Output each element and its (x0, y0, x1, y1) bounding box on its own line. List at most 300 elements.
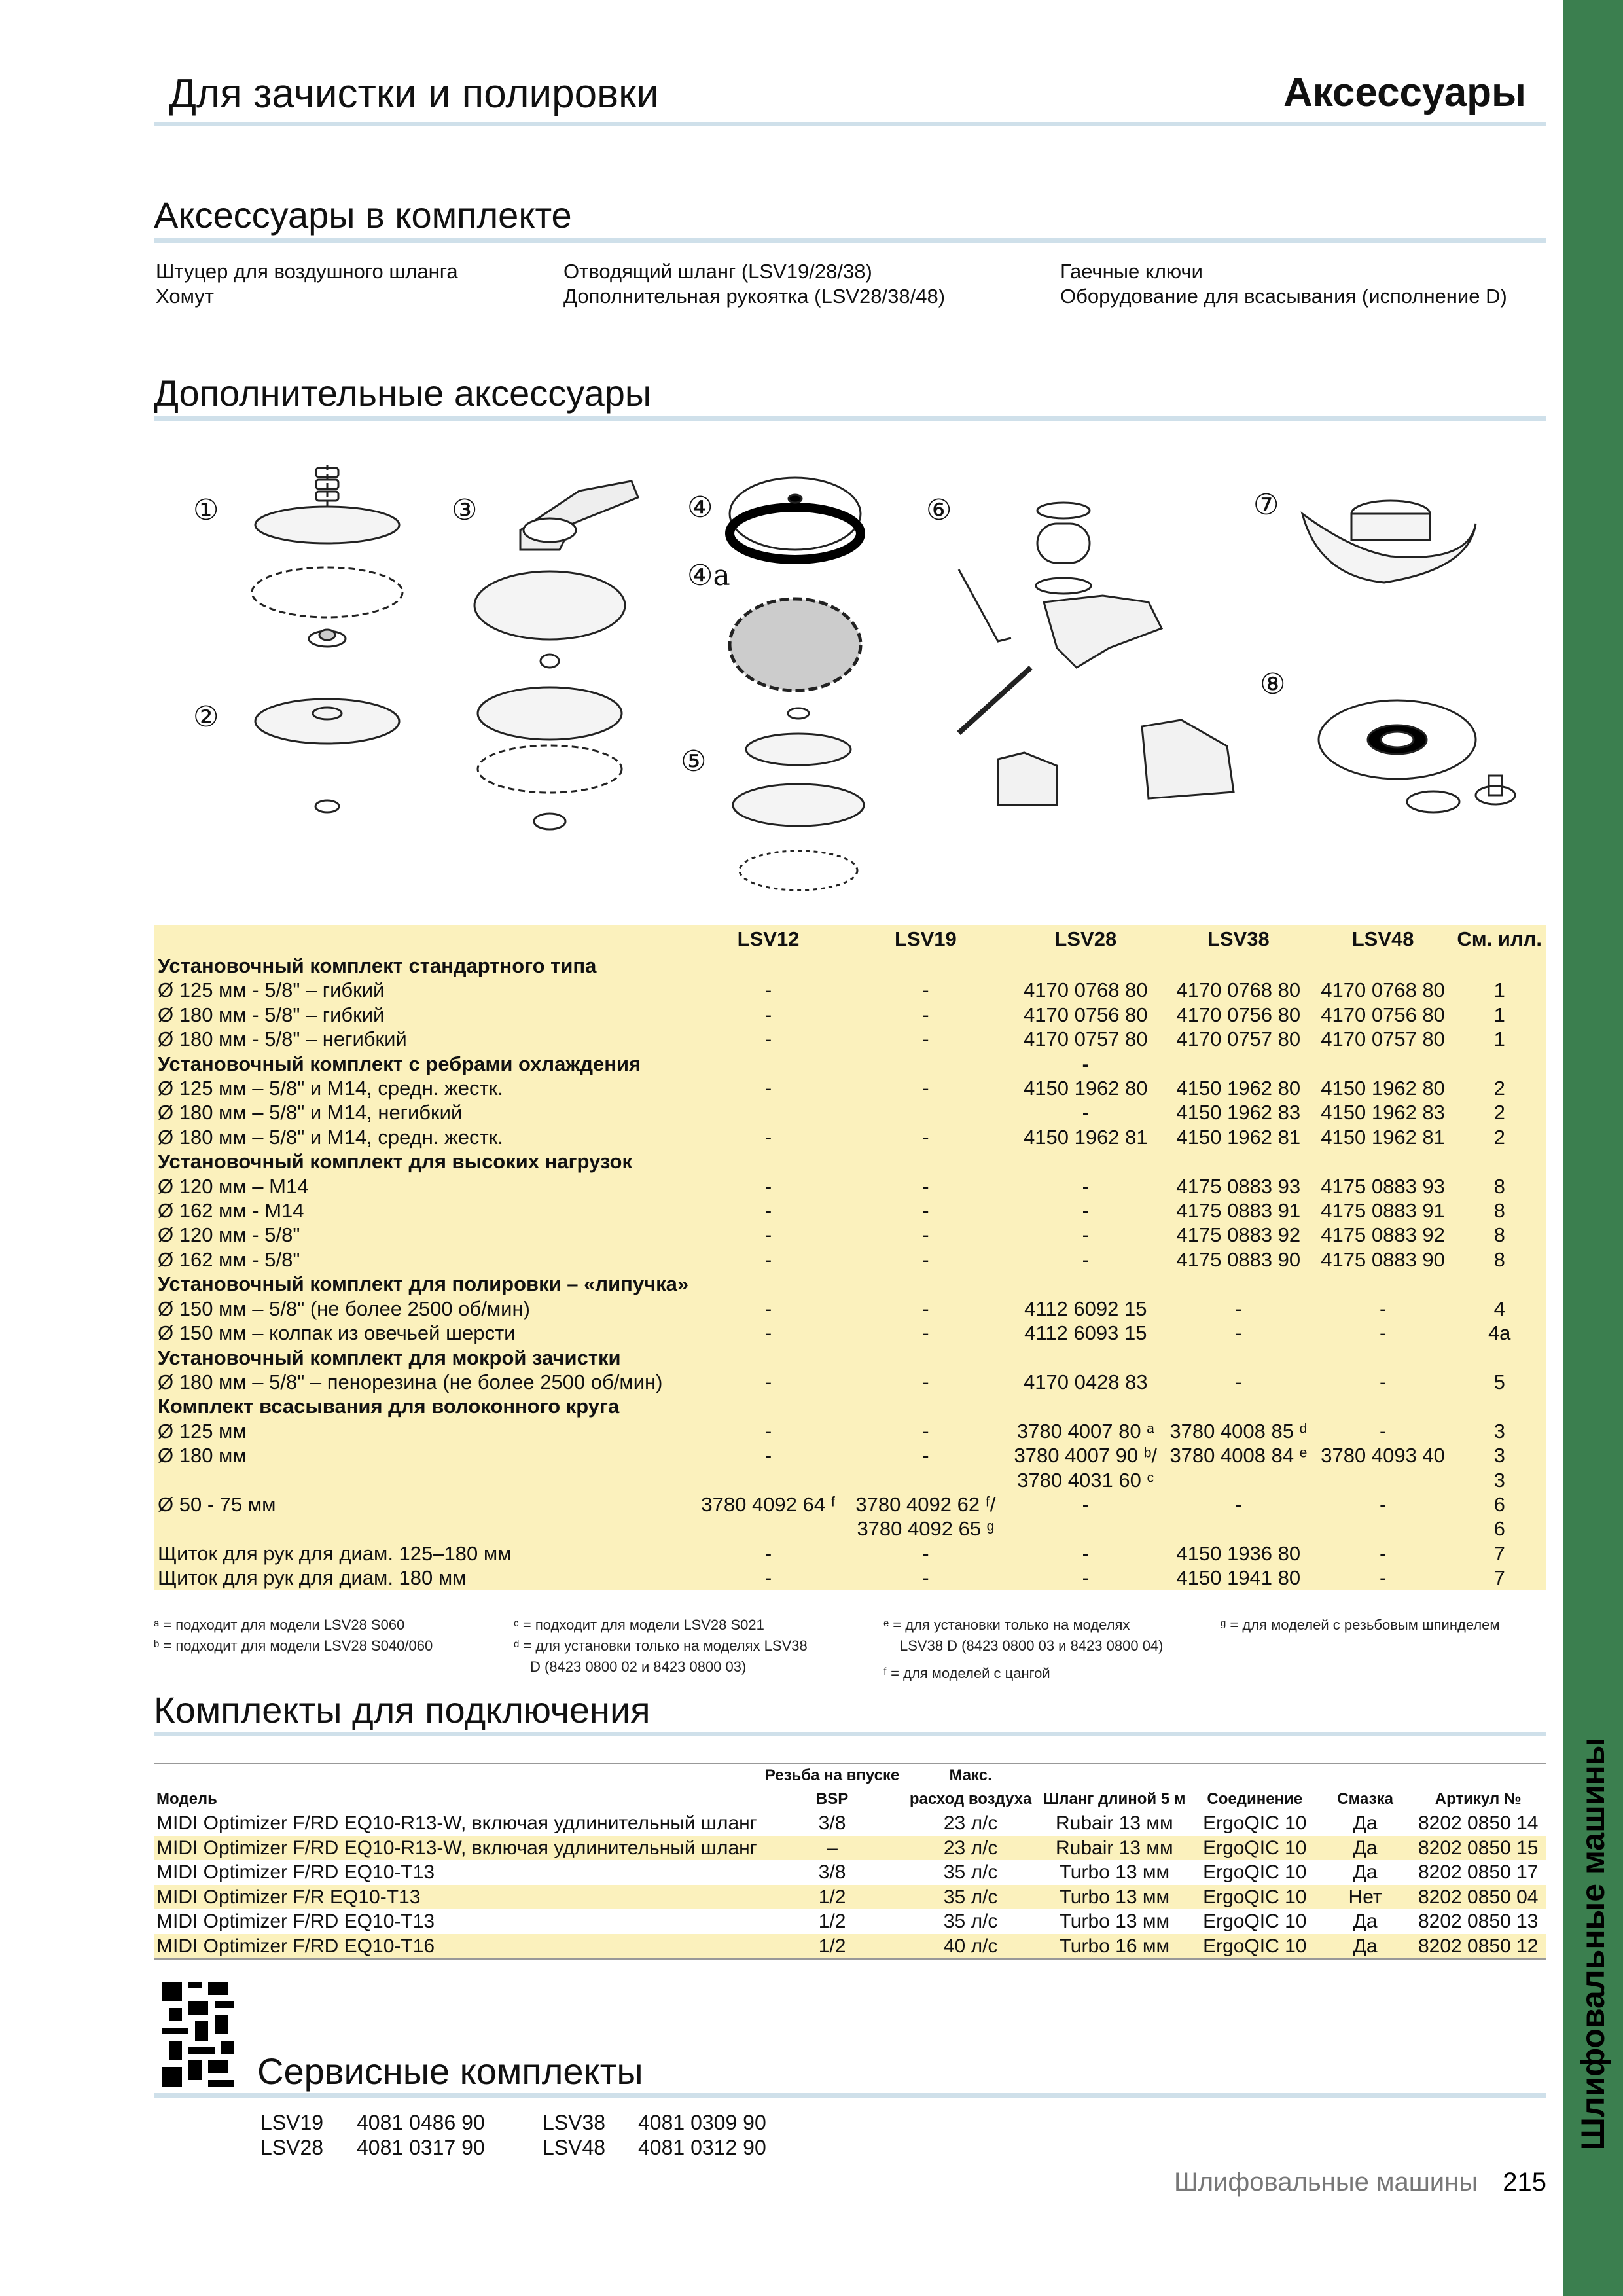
accessories-table (154, 925, 1546, 1590)
table-cell: 6 (1493, 1517, 1505, 1541)
table-cell: 3780 4093 40 (1321, 1444, 1445, 1467)
table-cell: 4175 0883 92 (1321, 1223, 1445, 1247)
table-cell: 4a (1488, 1321, 1511, 1345)
table-cell (1313, 1149, 1454, 1174)
column-header: LSV38 (1207, 927, 1270, 951)
table-cell: 4170 0757 80 (1024, 1028, 1148, 1051)
table-cell: 3780 4031 60 ᶜ (1017, 1468, 1154, 1492)
table-row (154, 1419, 1546, 1443)
column-header: Макс. (949, 1767, 992, 1784)
table-row (154, 978, 1546, 1002)
table-cell (1313, 1394, 1454, 1418)
table-cell: 4175 0883 91 (1176, 1199, 1301, 1223)
table-cell: Ø 180 мм – 5/8" и М14, негибкий (158, 1101, 463, 1124)
table-cell: - (922, 1003, 929, 1026)
table-row (154, 1003, 1546, 1027)
table-row (154, 1223, 1546, 1247)
table-cell: Ø 162 мм - М14 (158, 1199, 304, 1223)
table-cell: Щиток для рук для диам. 180 мм (158, 1566, 467, 1590)
table-cell: - (764, 1566, 772, 1590)
table-cell (692, 1149, 844, 1174)
table-cell: 3/8 (818, 1812, 846, 1834)
table-cell: 3780 4008 84 ᵉ (1169, 1444, 1308, 1467)
accessory-8-high-load-pad (1319, 700, 1515, 812)
table-cell (692, 1272, 844, 1296)
table-cell: - (1235, 1321, 1242, 1345)
table-cell (844, 1100, 1007, 1124)
page-number: 215 (1503, 2168, 1546, 2197)
table-row (154, 1811, 1546, 1836)
footnote-a: ᵃ = подходит для модели LSV28 S060 (154, 1617, 405, 1633)
table-cell (1453, 1272, 1546, 1296)
section-row (154, 954, 1546, 978)
table-cell: - (922, 1174, 929, 1198)
table-row (154, 1492, 1546, 1516)
accessory-4a-wool-bonnet (730, 599, 861, 691)
table-cell: 4150 1962 83 (1321, 1101, 1445, 1124)
footnote-b: ᵇ = подходит для модели LSV28 S040/060 (154, 1638, 433, 1654)
table-cell: - (1082, 1492, 1089, 1516)
table-cell: 1 (1493, 1003, 1505, 1026)
table-cell: 4170 0756 80 (1176, 1003, 1301, 1026)
table-cell: - (764, 1028, 772, 1051)
table-cell: - (1379, 1297, 1387, 1320)
accessory-4-polishing-pad (730, 478, 861, 560)
table-cell: - (922, 1321, 929, 1345)
table-cell (692, 954, 844, 978)
table-cell: 8202 0850 17 (1418, 1861, 1539, 1883)
table-cell: 3780 4008 85 ᵈ (1169, 1419, 1308, 1443)
table-cell: 3780 4007 90 ᵇ/ (1014, 1444, 1158, 1467)
table-cell: 4175 0883 91 (1321, 1199, 1445, 1223)
table-cell: Ø 180 мм – 5/8" – пенорезина (не более 2500 об/мин) (158, 1370, 663, 1393)
table-cell: - (1082, 1052, 1089, 1075)
table-cell (1453, 1394, 1546, 1418)
table-cell: 35 л/с (943, 1861, 998, 1883)
table-cell: 2 (1493, 1077, 1505, 1100)
column-header: Модель (156, 1790, 217, 1808)
table-cell: 3780 4092 62 ᶠ/ (855, 1492, 996, 1516)
column-header (1039, 1763, 1190, 1787)
column-header: LSV48 (1351, 927, 1414, 951)
service-item: LSV28 (260, 2136, 324, 2159)
table-cell: 8 (1493, 1199, 1505, 1223)
table-cell: 35 л/с (943, 1910, 998, 1932)
footer-section: Шлифовальные машины (1174, 2168, 1478, 2197)
table-cell: 2 (1493, 1125, 1505, 1149)
table-cell: Да (1353, 1910, 1378, 1932)
table-row (154, 1934, 1546, 1960)
table-cell: - (922, 1419, 929, 1443)
column-header: Смазка (1337, 1790, 1393, 1808)
table-cell: 4150 1936 80 (1176, 1541, 1301, 1565)
footnote-f: ᶠ = для моделей с цангой (883, 1665, 1050, 1681)
section-row (154, 1346, 1546, 1370)
table-cell: 4175 0883 93 (1176, 1174, 1301, 1198)
table-cell: ErgoQIC 10 (1190, 1885, 1320, 1910)
connection-title: Комплекты для подключения (154, 1689, 651, 1731)
table-header (154, 925, 1546, 954)
label-4a: ④a (687, 559, 730, 592)
table-cell: 4 (1493, 1297, 1505, 1320)
table-row (154, 1885, 1546, 1910)
column-header: Резьба на впуске (764, 1767, 900, 1784)
table-cell (844, 1272, 1007, 1296)
table-cell: MIDI Optimizer F/RD EQ10-T13 (156, 1861, 435, 1883)
table-cell: 5 (1493, 1370, 1505, 1393)
label-7: ⑦ (1253, 488, 1279, 522)
service-item: 4081 0312 90 (638, 2136, 766, 2159)
table-row (154, 1076, 1546, 1100)
table-cell: Установочный комплект с ребрами охлаждения (158, 1052, 641, 1075)
table-cell: 23 л/с (902, 1836, 1039, 1861)
label-4: ④ (687, 491, 713, 524)
table-cell: 3780 4092 65 ᵍ (857, 1517, 995, 1541)
table-row (154, 1836, 1546, 1861)
column-header (1410, 1763, 1546, 1787)
table-cell: 4112 6093 15 (1024, 1321, 1147, 1345)
table-cell: Установочный комплект для полировки – «липучка» (158, 1272, 689, 1296)
table-row (154, 1027, 1546, 1051)
table-cell: 8 (1493, 1223, 1505, 1247)
table-cell: 8 (1493, 1247, 1505, 1271)
table-cell (692, 1346, 844, 1370)
table-cell: - (1235, 1297, 1242, 1320)
table-cell: 2 (1493, 1101, 1505, 1124)
table-cell (844, 954, 1007, 978)
table-cell: - (764, 1321, 772, 1345)
table-cell (1164, 1346, 1313, 1370)
table-cell: 3 (1493, 1419, 1505, 1443)
table-cell (1313, 1346, 1454, 1370)
table-cell: MIDI Optimizer F/R EQ10-T13 (154, 1885, 762, 1910)
table-cell (1007, 1394, 1164, 1418)
column-header: LSV12 (737, 927, 800, 951)
table-cell: MIDI Optimizer F/RD EQ10-T16 (154, 1934, 762, 1960)
table-cell: - (1379, 1321, 1387, 1345)
service-item: LSV38 (543, 2111, 606, 2134)
column-header (1190, 1763, 1320, 1787)
accessory-5-wet-grinding-pad (733, 708, 864, 890)
table-cell (844, 1149, 1007, 1174)
table-cell: 35 л/с (902, 1885, 1039, 1910)
connection-table (154, 1763, 1546, 1960)
table-cell: 4175 0883 93 (1321, 1174, 1445, 1198)
table-cell: - (922, 1199, 929, 1223)
table-cell: Ø 180 мм (158, 1444, 247, 1467)
included-item: Хомут (156, 285, 214, 308)
table-cell: Turbo 13 мм (1059, 1861, 1170, 1883)
table-cell: - (1379, 1419, 1387, 1443)
table-cell: Ø 150 мм – 5/8" (не более 2500 об/мин) (158, 1297, 530, 1320)
table-cell: 4175 0883 90 (1321, 1247, 1445, 1271)
table-row (154, 1909, 1546, 1934)
table-cell (154, 1516, 692, 1541)
table-cell (844, 1394, 1007, 1418)
table-cell: - (922, 1247, 929, 1271)
included-rule (154, 238, 1546, 243)
table-row (154, 1174, 1546, 1198)
column-header: LSV19 (895, 927, 957, 951)
column-header (1320, 1763, 1411, 1787)
footnote-g: ᵍ = для моделей с резьбовым шпинделем (1221, 1617, 1500, 1633)
table-cell (1164, 1052, 1313, 1076)
table-cell: 4150 1962 80 (1024, 1077, 1148, 1100)
table-cell: 4150 1941 80 (1176, 1566, 1301, 1590)
table-cell: Щиток для рук для диам. 125–180 мм (158, 1541, 512, 1565)
footnote-d: ᵈ = для установки только на моделях LSV38 (514, 1638, 808, 1654)
table-cell: - (1082, 1541, 1089, 1565)
service-item: 4081 0317 90 (357, 2136, 485, 2159)
table-cell: 3780 4007 80 ᵃ (1016, 1419, 1154, 1443)
table-cell: - (1379, 1370, 1387, 1393)
table-cell: ErgoQIC 10 (1203, 1910, 1307, 1932)
included-col3 (1060, 259, 1507, 309)
connection-rule (154, 1732, 1546, 1736)
table-cell: - (764, 1003, 772, 1026)
table-cell (1313, 1052, 1454, 1076)
table-cell: - (1082, 1199, 1089, 1223)
table-cell: MIDI Optimizer F/RD EQ10-R13-W, включая удлинительный шланг (156, 1812, 757, 1834)
table-row (154, 1321, 1546, 1345)
service-title: Сервисные комплекты (257, 2051, 643, 2092)
table-cell: Ø 162 мм - 5/8" (158, 1247, 300, 1271)
table-cell: 1/2 (762, 1885, 902, 1910)
table-cell: 7 (1493, 1541, 1505, 1565)
included-item: Отводящий шланг (LSV19/28/38) (563, 260, 872, 283)
sidebar-label: Шлифовальные машины (1575, 1737, 1611, 2151)
table-row (154, 1860, 1546, 1885)
section-row (154, 1052, 1546, 1076)
table-cell: 8202 0850 14 (1418, 1812, 1539, 1834)
table-cell: 4175 0883 90 (1176, 1247, 1301, 1271)
table-cell (1164, 1394, 1313, 1418)
accessory-3-suction-kit (474, 481, 638, 829)
table-cell: - (764, 1247, 772, 1271)
label-1: ① (193, 493, 219, 527)
table-cell: 8202 0850 12 (1410, 1934, 1546, 1960)
included-item: Штуцер для воздушного шланга (156, 260, 458, 283)
table-cell: - (922, 1028, 929, 1051)
table-cell: 8202 0850 15 (1410, 1836, 1546, 1861)
column-header: Соединение (1207, 1790, 1303, 1808)
table-cell: - (922, 1541, 929, 1565)
table-cell: 1/2 (762, 1934, 902, 1960)
header-rule (154, 122, 1546, 126)
table-cell: ErgoQIC 10 (1203, 1861, 1307, 1883)
table-cell: - (764, 1223, 772, 1247)
table-cell (692, 1468, 844, 1492)
table-cell: - (764, 1444, 772, 1467)
footnote-c: ᶜ = подходит для модели LSV28 S021 (514, 1617, 764, 1633)
table-cell: - (1379, 1541, 1387, 1565)
table-cell: Да (1353, 1861, 1378, 1883)
table-cell: 1 (1493, 978, 1505, 1002)
table-row (154, 1468, 1546, 1492)
table-cell: Да (1320, 1934, 1411, 1960)
table-cell (1007, 1149, 1164, 1174)
table-cell: Turbo 13 мм (1039, 1885, 1190, 1910)
table-cell: 7 (1493, 1566, 1505, 1590)
table-cell: 3/8 (818, 1861, 846, 1883)
table-cell (1007, 1516, 1164, 1541)
table-row (154, 1100, 1546, 1124)
column-header: BSP (815, 1790, 849, 1808)
table-header (154, 1763, 1546, 1787)
table-cell: 4170 0757 80 (1321, 1028, 1445, 1051)
table-cell: 4112 6092 15 (1024, 1297, 1147, 1320)
label-3: ③ (452, 493, 478, 527)
column-header: Шланг длиной 5 м (1043, 1790, 1186, 1808)
table-cell: Rubair 13 мм (1056, 1812, 1173, 1834)
table-cell: 6 (1493, 1492, 1505, 1516)
accessory-6-suction-hood (959, 503, 1234, 805)
table-cell: – (762, 1836, 902, 1861)
optional-title: Дополнительные аксессуары (154, 372, 652, 414)
table-cell: ErgoQIC 10 (1190, 1836, 1320, 1861)
table-cell (1007, 1272, 1164, 1296)
service-item: LSV48 (543, 2136, 606, 2159)
table-cell: Нет (1320, 1885, 1411, 1910)
table-cell: 4150 1962 81 (1321, 1125, 1445, 1149)
table-cell (1164, 1272, 1313, 1296)
table-cell: - (764, 1125, 772, 1149)
column-header (154, 925, 692, 954)
table-cell: - (764, 1199, 772, 1223)
included-item: Гаечные ключи (1060, 260, 1203, 283)
table-cell: Rubair 13 мм (1039, 1836, 1190, 1861)
footnote-e: ᵉ = для установки только на моделях (883, 1617, 1130, 1633)
table-row (154, 1541, 1546, 1566)
table-cell: 4170 0428 83 (1024, 1370, 1148, 1393)
table-cell: MIDI Optimizer F/RD EQ10-T13 (156, 1910, 435, 1932)
table-cell (1313, 1272, 1454, 1296)
table-cell: 4150 1962 81 (1176, 1125, 1301, 1149)
table-cell: 4170 0756 80 (1024, 1003, 1148, 1026)
table-cell: Turbo 16 мм (1039, 1934, 1190, 1960)
table-cell: - (764, 978, 772, 1002)
service-item: 4081 0486 90 (357, 2111, 485, 2134)
table-cell: - (1235, 1492, 1242, 1516)
table-cell: - (764, 1370, 772, 1393)
table-cell: ErgoQIC 10 (1190, 1934, 1320, 1960)
table-cell: - (1379, 1566, 1387, 1590)
label-8: ⑧ (1260, 668, 1286, 701)
table-cell: - (764, 1541, 772, 1565)
page-title: Для зачистки и полировки (169, 71, 659, 117)
included-col2 (563, 259, 945, 309)
table-cell: 23 л/с (943, 1812, 998, 1834)
table-cell: Ø 50 - 75 мм (158, 1492, 276, 1516)
table-cell (1164, 1149, 1313, 1174)
table-cell: - (922, 1077, 929, 1100)
table-cell (1313, 1468, 1454, 1492)
table-cell: - (764, 1077, 772, 1100)
included-col1 (156, 259, 458, 309)
table-cell: 1/2 (818, 1910, 846, 1932)
table-header (154, 1787, 1546, 1811)
table-cell: - (1082, 1566, 1089, 1590)
table-cell (1453, 1149, 1546, 1174)
table-cell (1453, 1346, 1546, 1370)
table-cell: - (1082, 1247, 1089, 1271)
service-rule (154, 2093, 1546, 2098)
table-cell (1453, 954, 1546, 978)
table-cell: - (922, 1444, 929, 1467)
table-cell: Turbo 13 мм (1059, 1910, 1170, 1932)
table-cell: - (764, 1297, 772, 1320)
table-row (154, 1297, 1546, 1321)
table-row (154, 1566, 1546, 1590)
table-cell: Ø 180 мм - 5/8" – негибкий (158, 1028, 407, 1051)
table-cell: - (922, 1125, 929, 1149)
table-cell: Ø 125 мм – 5/8" и М14, средн. жестк. (158, 1077, 503, 1100)
included-item: Дополнительная рукоятка (LSV28/38/48) (563, 285, 946, 308)
table-cell: - (922, 1370, 929, 1393)
table-cell: Да (1320, 1836, 1411, 1861)
table-cell: MIDI Optimizer F/RD EQ10-R13-W, включая удлинительный шланг (154, 1836, 762, 1861)
service-item: 4081 0309 90 (638, 2111, 766, 2134)
table-cell: 4170 0756 80 (1321, 1003, 1445, 1026)
table-cell (1164, 954, 1313, 978)
qr-code (162, 1982, 234, 2087)
table-row (154, 1125, 1546, 1149)
table-cell (692, 1052, 844, 1076)
table-cell: Установочный комплект стандартного типа (158, 954, 597, 977)
table-cell (1164, 1468, 1313, 1492)
table-cell: - (1082, 1223, 1089, 1247)
column-header: См. илл. (1457, 927, 1542, 951)
accessory-7-hand-guard (1302, 501, 1476, 583)
table-cell: 8 (1493, 1174, 1505, 1198)
table-cell: 3 (1493, 1444, 1505, 1467)
table-cell: Да (1353, 1812, 1378, 1834)
table-cell: 4170 0757 80 (1176, 1028, 1301, 1051)
table-cell: 1 (1493, 1028, 1505, 1051)
column-header (154, 1763, 762, 1787)
table-cell: - (922, 1297, 929, 1320)
section-title: Аксессуары (1283, 70, 1526, 115)
table-cell: 3780 4092 64 ᶠ (701, 1492, 836, 1516)
table-row (154, 1198, 1546, 1223)
table-cell (692, 1516, 844, 1541)
label-6: ⑥ (926, 493, 952, 527)
included-item: Оборудование для всасывания (исполнение D) (1060, 285, 1507, 308)
table-cell (154, 1468, 692, 1492)
accessory-2-backing-pad (255, 699, 399, 812)
table-row (154, 1516, 1546, 1541)
table-row (154, 1443, 1546, 1467)
section-row (154, 1272, 1546, 1296)
table-cell (1313, 954, 1454, 978)
table-cell: - (764, 1174, 772, 1198)
table-cell: - (922, 1566, 929, 1590)
table-cell (844, 1052, 1007, 1076)
table-cell: 4175 0883 92 (1176, 1223, 1301, 1247)
table-cell: Ø 125 мм - 5/8" – гибкий (158, 978, 385, 1002)
column-header: расход воздуха (909, 1790, 1032, 1808)
footnote-d-cont: D (8423 0800 02 и 8423 0800 03) (530, 1659, 747, 1675)
label-5: ⑤ (681, 745, 707, 778)
table-cell: 40 л/с (902, 1934, 1039, 1960)
table-cell: Ø 180 мм - 5/8" – гибкий (158, 1003, 385, 1026)
included-title: Аксессуары в комплекте (154, 194, 572, 236)
table-cell: - (1379, 1492, 1387, 1516)
table-cell: Ø 125 мм (158, 1419, 247, 1443)
table-cell (1453, 1052, 1546, 1076)
table-cell: Установочный комплект для высоких нагрузок (158, 1150, 632, 1174)
table-cell: 3 (1493, 1468, 1505, 1492)
